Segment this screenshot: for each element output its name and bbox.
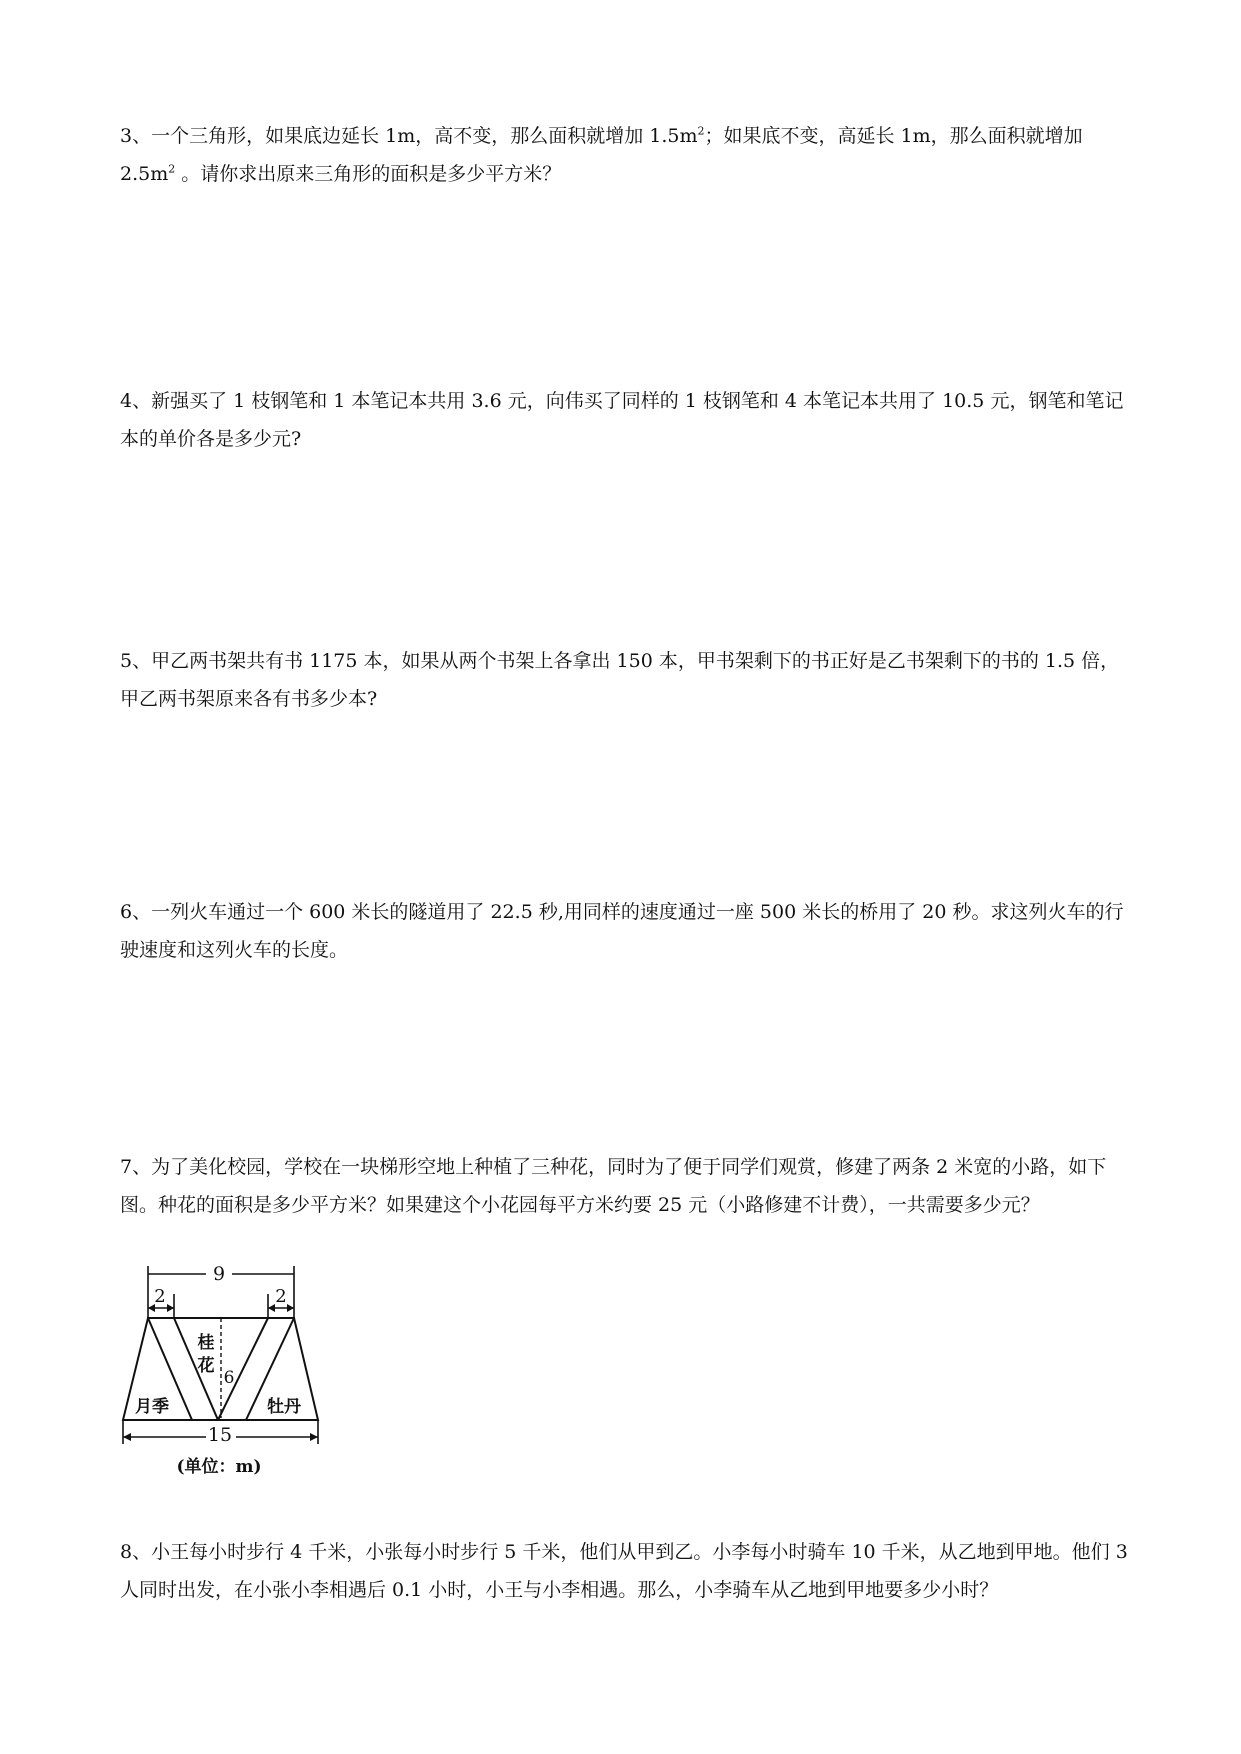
height-label: 6 xyxy=(223,1368,235,1388)
osmanthus-label-2: 花 xyxy=(197,1356,215,1376)
arrow-head xyxy=(287,1304,294,1312)
right-path-width-label: 2 xyxy=(275,1286,287,1307)
left-path-width-label: 2 xyxy=(154,1286,166,1307)
rose-label: 月季 xyxy=(135,1397,169,1417)
question-3 xyxy=(120,117,1130,193)
question-3-text-b: ；如果底不变，高延长 1m，那么面积就增加 2.5m xyxy=(120,125,1083,185)
superscript-2: 2 xyxy=(697,124,705,138)
question-4: 4、新强买了 1 枝钢笔和 1 本笔记本共用 3.6 元，向伟买了同样的 1 枝钢笔和 4 本笔记本共用了 10.5 元，钢笔和笔记本的单价各是多少元? xyxy=(120,390,1124,450)
arrow-head xyxy=(123,1433,131,1441)
top-width-label: 9 xyxy=(212,1263,226,1285)
question-3-text-c: 。请你求出原来三角形的面积是多少平方米？ xyxy=(175,163,562,185)
superscript-2: 2 xyxy=(168,162,176,176)
bottom-width-label: 15 xyxy=(207,1424,233,1446)
peony-label: 牡丹 xyxy=(267,1397,301,1417)
question-6: 6、一列火车通过一个 600 米长的隧道用了 22.5 秒,用同样的速度通过一座 500 米长的桥用了 20 秒。求这列火车的行驶速度和这列火车的长度。 xyxy=(120,901,1124,961)
question-8: 8、小王每小时步行 4 千米，小张每小时步行 5 千米，他们从甲到乙。小李每小时骑车 10 千米，从乙地到甲地。他们 3 人同时出发，在小张小李相遇后 0.1 小时，小王与小李相遇。那么，小李骑车从乙地到甲地要多少小时？ xyxy=(120,1541,1128,1601)
osmanthus-label-1: 桂 xyxy=(197,1333,215,1353)
question-3-text-a: 3、一个三角形，如果底边延长 1m，高不变，那么面积就增加 1.5m xyxy=(120,125,698,147)
question-7: 7、为了美化校园，学校在一块梯形空地上种植了三种花，同时为了便于同学们观赏，修建了两条 2 米宽的小路，如下图。种花的面积是多少平方米？如果建这个小花园每平方米约要 25 元（小路修建不计费），一共需要多少元？ xyxy=(120,1156,1107,1216)
arrow-head xyxy=(167,1304,174,1312)
arrow-head xyxy=(310,1433,318,1441)
unit-label: (单位：m) xyxy=(176,1457,262,1477)
arrow-head xyxy=(268,1304,275,1312)
question-5: 5、甲乙两书架共有书 1175 本，如果从两个书架上各拿出 150 本，甲书架剩下的书正好是乙书架剩下的书的 1.5 倍，甲乙两书架原来各有书多少本? xyxy=(120,650,1120,710)
trapezoid-garden-figure xyxy=(120,1258,360,1490)
